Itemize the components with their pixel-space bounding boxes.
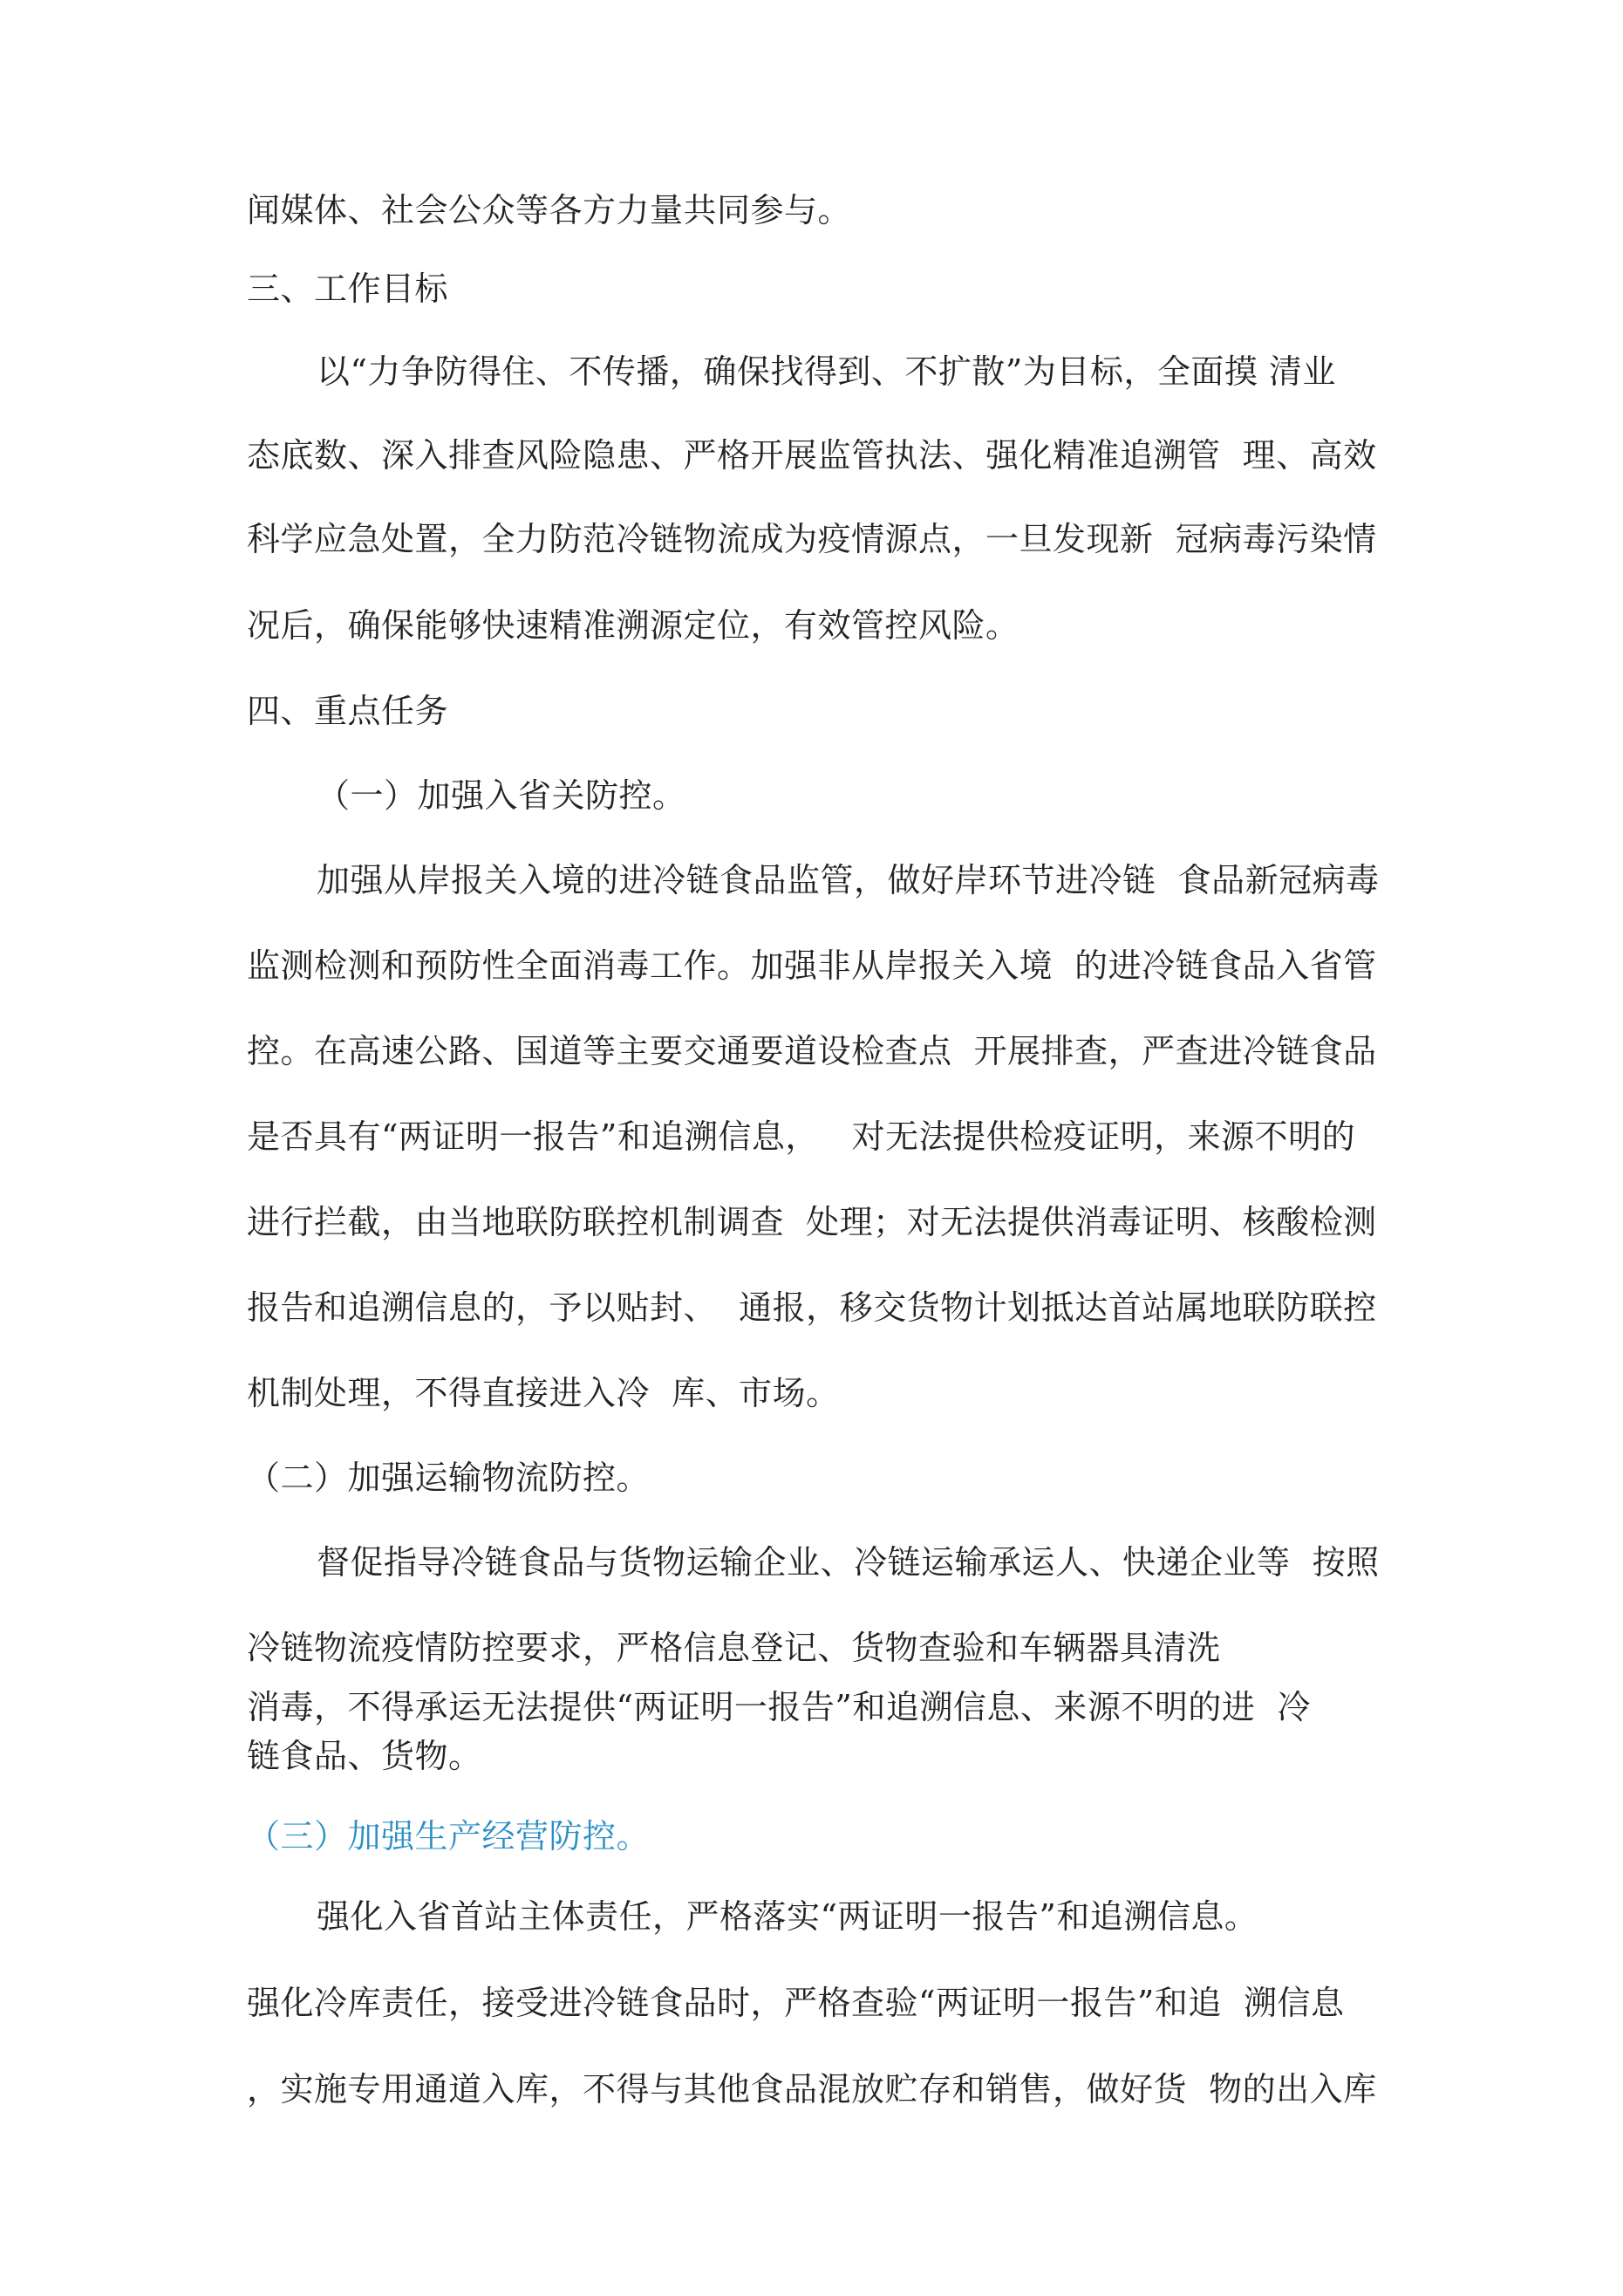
subheading-1: （一）加强入省关防控。 <box>317 776 686 815</box>
paragraph-line: 闻媒体、社会公众等各方力量共同参与。 <box>247 191 852 229</box>
paragraph-line: 态底数、深入排查风险隐患、严格开展监管执法、强化精准追溯管 理、高效 <box>247 436 1377 475</box>
paragraph-line: 督促指导冷链食品与货物运输企业、冷链运输承运人、快递企业等 按照 <box>317 1543 1380 1582</box>
paragraph-line: 强化冷库责任，接受进冷链食品时，严格查验“两证明一报告”和追 溯信息 <box>247 1984 1345 2022</box>
paragraph-line: 况后，确保能够快速精准溯源定位，有效管控风险。 <box>247 606 1019 645</box>
paragraph-line: 是否具有“两证明一报告”和追溯信息， 对无法提供检疫证明，来源不明的 <box>247 1117 1356 1156</box>
paragraph-line: 机制处理，不得直接进入冷 库、市场。 <box>247 1374 840 1412</box>
section-heading-tasks: 四、重点任务 <box>247 692 449 730</box>
paragraph-line: 监测检测和预防性全面消毒工作。加强非从岸报关入境 的进冷链食品入省管 <box>247 946 1377 985</box>
section-heading-goals: 三、工作目标 <box>247 270 449 308</box>
paragraph-line: 链食品、货物。 <box>247 1737 482 1775</box>
paragraph-line: 进行拦截，由当地联防联控机制调查 处理；对无法提供消毒证明、核酸检测 <box>247 1203 1377 1241</box>
paragraph-line: 以“力争防得住、不传播，确保找得到、不扩散”为目标，全面摸 清业 <box>317 352 1336 391</box>
paragraph-line: 加强从岸报关入境的进冷链食品监管，做好岸环节进冷链 食品新冠病毒 <box>317 861 1380 899</box>
paragraph-line: ，实施专用通道入库，不得与其他食品混放贮存和销售，做好货 物的出入库 <box>247 2070 1377 2108</box>
paragraph-line: 报告和追溯信息的，予以贴封、 通报，移交货物计划抵达首站属地联防联控 <box>247 1288 1377 1327</box>
paragraph-line: 控。在高速公路、国道等主要交通要道设检查点 开展排查，严查进冷链食品 <box>247 1032 1377 1070</box>
paragraph-line: 强化入省首站主体责任，严格落实“两证明一报告”和追溯信息。 <box>317 1897 1258 1936</box>
paragraph-line: 冷链物流疫情防控要求，严格信息登记、货物查验和车辆器具清洗 <box>247 1629 1221 1667</box>
paragraph-line: 消毒，不得承运无法提供“两证明一报告”和追溯信息、来源不明的进 冷 <box>247 1688 1312 1726</box>
subheading-3: （三）加强生产经营防控。 <box>247 1817 651 1855</box>
paragraph-line: 科学应急处置，全力防范冷链物流成为疫情源点，一旦发现新 冠病毒污染情 <box>247 520 1377 558</box>
subheading-2: （二）加强运输物流防控。 <box>247 1459 651 1497</box>
